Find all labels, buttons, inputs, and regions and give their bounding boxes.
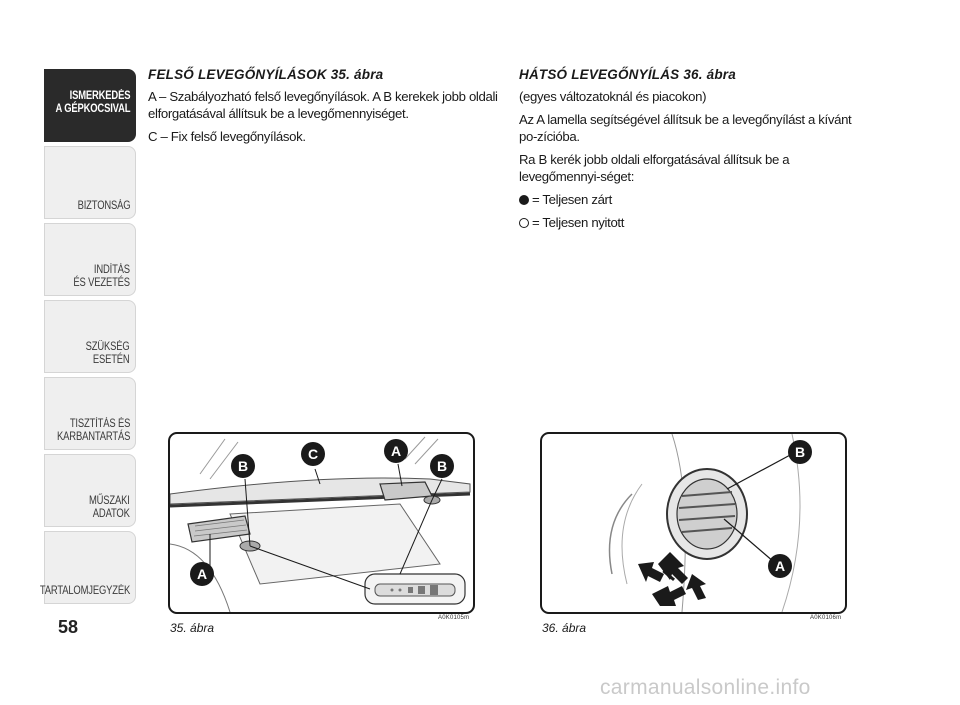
figure-36-caption: 36. ábra <box>542 621 587 635</box>
chapter-sidebar <box>39 69 136 608</box>
tab-label: BIZTONSÁG <box>77 200 130 212</box>
paragraph: Az A lamella segítségével állítsuk be a levegőnyílást a kívánt po-zícióba. <box>519 112 852 144</box>
section-heading: HÁTSÓ LEVEGŐNYÍLÁS 36. ábra <box>519 67 736 82</box>
tab-label: TARTALOMJEGYZÉK <box>39 585 130 597</box>
dashboard-vents-drawing <box>170 434 473 612</box>
label-a: A <box>390 443 402 459</box>
figure-36-code: A0K0106m <box>810 615 842 621</box>
label-a: A <box>774 558 786 574</box>
filled-circle-icon <box>519 195 529 205</box>
paragraph: C – Fix felső levegőnyílások. <box>148 129 306 144</box>
tab-label: INDÍTÁS ÉS VEZETÉS <box>73 264 130 289</box>
tab-label: TISZTÍTÁS ÉS KARBANTARTÁS <box>56 418 130 443</box>
section-subheading: (egyes változatoknál és piacokon) <box>519 89 707 104</box>
figure-35-caption: 35. ábra <box>170 621 215 635</box>
section-heading: FELSŐ LEVEGŐNYÍLÁSOK 35. ábra <box>148 67 384 82</box>
label-b: B <box>794 444 806 460</box>
paragraph: A – Szabályozható felső levegőnyílások. A B kerekek jobb oldali elforgatásával állítsuk be a levegőmennyiséget. <box>148 89 498 121</box>
tab-inditas[interactable] <box>44 223 136 296</box>
figure-35-illustration <box>168 432 475 614</box>
label-a: A <box>196 566 208 582</box>
rear-vent-drawing <box>542 434 845 612</box>
open-legend <box>519 214 871 231</box>
closed-text: = Teljesen zárt <box>532 192 612 207</box>
tab-tisztitas[interactable] <box>44 377 136 450</box>
tab-label: MŰSZAKI ADATOK <box>89 495 130 520</box>
upper-vents-section <box>148 66 498 151</box>
tab-label: SZÜKSÉG ESETÉN <box>86 341 130 366</box>
tab-muszaki[interactable] <box>44 454 136 527</box>
tab-label: ISMERKEDÉS A GÉPKOCSIVAL <box>55 89 130 115</box>
label-b: B <box>436 458 448 474</box>
open-circle-icon <box>519 218 529 228</box>
page-number: 58 <box>58 617 79 637</box>
closed-legend <box>519 191 871 208</box>
paragraph: Ra B kerék jobb oldali elforgatásával állítsuk be a levegőmennyi-séget: <box>519 152 790 184</box>
label-c: C <box>307 446 319 462</box>
tab-szukseg[interactable] <box>44 300 136 373</box>
figure-36-illustration <box>540 432 847 614</box>
label-b: B <box>237 458 249 474</box>
tab-tartalomjegyzek[interactable] <box>39 531 136 604</box>
watermark: carmanualsonline.info <box>600 676 811 699</box>
tab-ismerkedes[interactable] <box>44 69 136 142</box>
figure-35-code: A0K0105m <box>438 615 470 621</box>
tab-biztonsag[interactable] <box>44 146 136 219</box>
rear-vent-section <box>519 66 871 237</box>
open-text: = Teljesen nyitott <box>532 215 625 230</box>
